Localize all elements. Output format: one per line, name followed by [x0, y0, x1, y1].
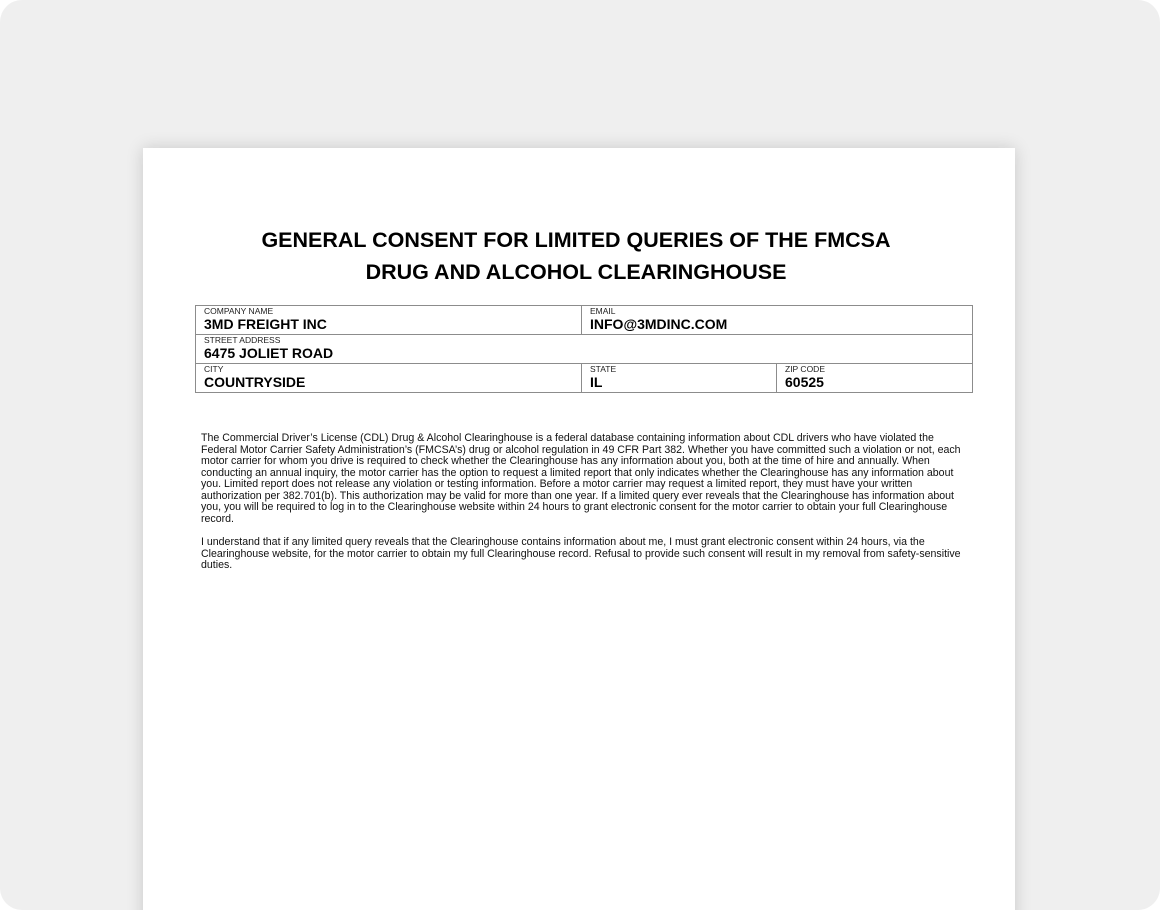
state-value: IL [590, 374, 603, 390]
city-value: COUNTRYSIDE [204, 374, 306, 390]
street-address-value: 6475 JOLIET ROAD [204, 345, 334, 361]
paragraph-clearinghouse-info: The Commercial Driver’s License (CDL) Drug & Alcohol Clearinghouse is a federal database containing information about CDL drivers who have violated the Federal Motor Carrier Safety Administration’s (FMCSA’s) drug or alcohol regulation in 49 CFR Part 382. Whether you have committed such a violation or not, each motor carrier for whom you drive is required to check whether the Clearinghouse has any information about you, both at the time of hire and annually. When conducting an annual inquiry, the motor carrier has the option to request a limited report that only indicates whether the Clearinghouse has any information about you. Limited report does not release any violation or testing information. Before a motor carrier may request a limited report, they must have your written authorization per 382.701(b). This authorization may be valid for more than one year. If a limited query ever reveals that the Clearinghouse has information about you, you will be required to log in to the Clearinghouse website within 24 hours to grant electronic consent for the motor carrier to obtain your full Clearinghouse record. [201, 432, 961, 525]
title-line-1: GENERAL CONSENT FOR LIMITED QUERIES OF THE FMCSA [261, 228, 891, 252]
table-row [196, 335, 973, 364]
company-name-label: COMPANY NAME [204, 306, 274, 316]
zip-code-value: 60525 [785, 374, 824, 390]
company-info-table [195, 305, 973, 393]
city-cell [196, 364, 582, 393]
state-label: STATE [590, 364, 617, 374]
document-page [143, 148, 1015, 910]
paragraph-consent-statement: I understand that if any limited query reveals that the Clearinghouse contains information about me, I must grant electronic consent within 24 hours, via the Clearinghouse website, for the motor carrier to obtain my full Clearinghouse record. Refusal to provide such consent will result in my removal from safety-sensitive duties. [201, 536, 961, 571]
zip-code-label: ZIP CODE [785, 364, 825, 374]
street-address-cell [196, 335, 973, 364]
title-line-2: DRUG AND ALCOHOL CLEARINGHOUSE [365, 260, 787, 284]
street-address-label: STREET ADDRESS [204, 335, 281, 345]
table-row [196, 364, 973, 393]
city-label: CITY [204, 364, 224, 374]
document-body [201, 433, 966, 584]
company-name-value: 3MD FREIGHT INC [204, 316, 327, 332]
state-cell [582, 364, 777, 393]
email-label: EMAIL [590, 306, 616, 316]
company-name-cell [196, 306, 582, 335]
email-value: INFO@3MDINC.COM [590, 316, 728, 332]
table-row [196, 306, 973, 335]
document-title [143, 224, 1009, 288]
email-cell [582, 306, 973, 335]
zip-code-cell [777, 364, 973, 393]
